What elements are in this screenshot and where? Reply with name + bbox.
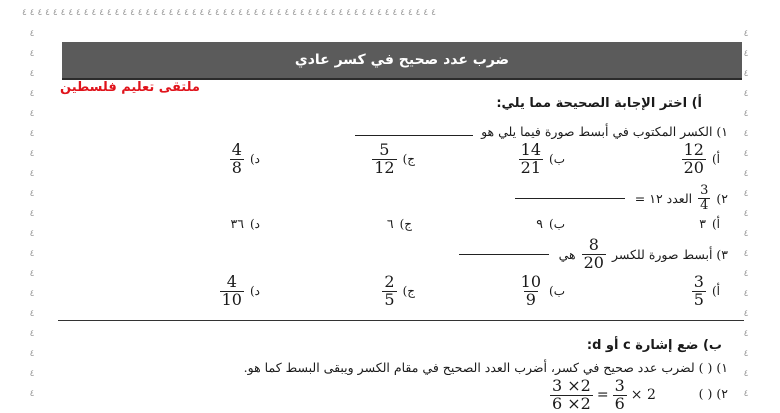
- statement-2-equation: [550, 378, 656, 413]
- statement-1: [244, 360, 728, 375]
- equals-sign: =: [596, 387, 609, 404]
- option-label: ج): [402, 284, 415, 299]
- q3-option-d[interactable]: [220, 274, 260, 309]
- statement-1-text: لضرب عدد صحيح في كسر، أضرب العدد الصحيح في مقام الكسر ويبقى البسط كما هو.: [243, 360, 695, 375]
- q3-option-a[interactable]: [692, 274, 720, 309]
- q2-option-c[interactable]: [387, 216, 412, 231]
- option-label: ج): [402, 152, 415, 167]
- option-label: ب): [549, 152, 565, 167]
- answer-blank-3[interactable]: [459, 254, 549, 255]
- question-2-number: ٢): [716, 190, 728, 206]
- option-label: د): [249, 216, 260, 231]
- border-decoration-right: ٤ ٤ ٤ ٤ ٤ ٤ ٤ ٤ ٤ ٤ ٤ ٤ ٤ ٤ ٤ ٤ ٤ ٤ ٤: [743, 29, 749, 399]
- statement-1-checkbox[interactable]: ( ): [698, 360, 713, 375]
- answer-blank-2[interactable]: [515, 198, 625, 199]
- fraction: $\frac{2}{5}$: [384, 272, 395, 309]
- option-label: د): [249, 284, 260, 299]
- q3-option-b[interactable]: [519, 274, 565, 309]
- border-decoration-left: ٤ ٤ ٤ ٤ ٤ ٤ ٤ ٤ ٤ ٤ ٤ ٤ ٤ ٤ ٤ ٤ ٤ ٤ ٤: [29, 29, 35, 399]
- option-value: ٩: [536, 216, 544, 231]
- section-a-heading: أ) اختر الإجابة الصحيحة مما يلي:: [496, 96, 702, 111]
- question-3: [455, 237, 728, 272]
- worksheet-title: ضرب عدد صحيح في كسر عادي: [294, 52, 510, 68]
- fraction: $\frac{12}{20}$: [683, 140, 704, 177]
- option-label: ج): [399, 216, 412, 231]
- question-1: [351, 124, 728, 139]
- question-2: [511, 184, 728, 212]
- option-label: أ): [711, 284, 720, 299]
- option-label: ب): [549, 284, 565, 299]
- q3-option-c[interactable]: [382, 274, 415, 309]
- option-value: ٦: [386, 216, 394, 231]
- q2-option-d[interactable]: [231, 216, 260, 231]
- worksheet-title-bar: [62, 42, 742, 80]
- question-3-text-after: هي: [558, 246, 576, 262]
- option-label: د): [249, 152, 260, 167]
- section-divider: [58, 320, 744, 321]
- fraction: $\frac{3}{5}$: [693, 272, 704, 309]
- question-2-text: العدد ١٢ =: [634, 190, 693, 206]
- fraction: $\frac{5}{12}$: [374, 140, 395, 177]
- watermark-text: ملتقى تعليم فلسطين: [60, 80, 200, 95]
- section-b-heading: ب) ضع إشارة c أو d:: [586, 338, 722, 353]
- fraction: $\frac{8}{20}$: [583, 235, 604, 272]
- q1-option-a[interactable]: [682, 142, 720, 177]
- q1-option-d[interactable]: [230, 142, 260, 177]
- option-label: أ): [711, 152, 720, 167]
- q1-option-b[interactable]: [519, 142, 565, 177]
- option-value: ٣٦: [230, 216, 244, 231]
- question-1-text: ١) الكسر المكتوب في أبسط صورة فيما يلي هو: [481, 124, 728, 139]
- fraction: $\frac{4}{8}$: [231, 140, 242, 177]
- q1-option-c[interactable]: [372, 142, 415, 177]
- border-decoration-top: ٤ ٤ ٤ ٤ ٤ ٤ ٤ ٤ ٤ ٤ ٤ ٤ ٤ ٤ ٤ ٤ ٤ ٤ ٤ ٤ ٤ ٤ ٤ ٤ ٤ ٤ ٤ ٤ ٤ ٤ ٤ ٤ ٤ ٤ ٤ ٤ ٤ ٤ ٤ ٤ ٤ ٤ ٤ ٤ ٤ ٤ ٤ ٤ ٤ ٤ ٤ ٤ ٤ ٤: [22, 8, 436, 18]
- option-label: ب): [549, 216, 565, 231]
- fraction: $\frac{14}{21}$: [520, 140, 542, 177]
- answer-blank-1[interactable]: [355, 135, 473, 136]
- statement-2-marker: [699, 386, 728, 401]
- multiplier: × 2: [630, 387, 656, 404]
- option-value: ٣: [699, 216, 706, 231]
- q2-option-a[interactable]: [699, 216, 720, 231]
- statement-2-checkbox[interactable]: ( ): [698, 386, 713, 401]
- q2-option-b[interactable]: [536, 216, 565, 231]
- fraction: $\frac{4}{10}$: [221, 272, 242, 309]
- fraction: $\frac{3 \times 2}{6 \times 2}$: [552, 376, 591, 413]
- question-3-text: ٣) أبسط صورة للكسر: [611, 246, 728, 262]
- option-label: أ): [711, 216, 720, 231]
- fraction: $\frac{3}{6}$: [614, 376, 625, 413]
- fraction: $\frac{3}{4}$: [700, 183, 709, 213]
- statement-2-number: ٢): [716, 386, 728, 401]
- statement-1-number: ١): [716, 360, 728, 375]
- fraction: $\frac{10}{9}$: [520, 272, 542, 309]
